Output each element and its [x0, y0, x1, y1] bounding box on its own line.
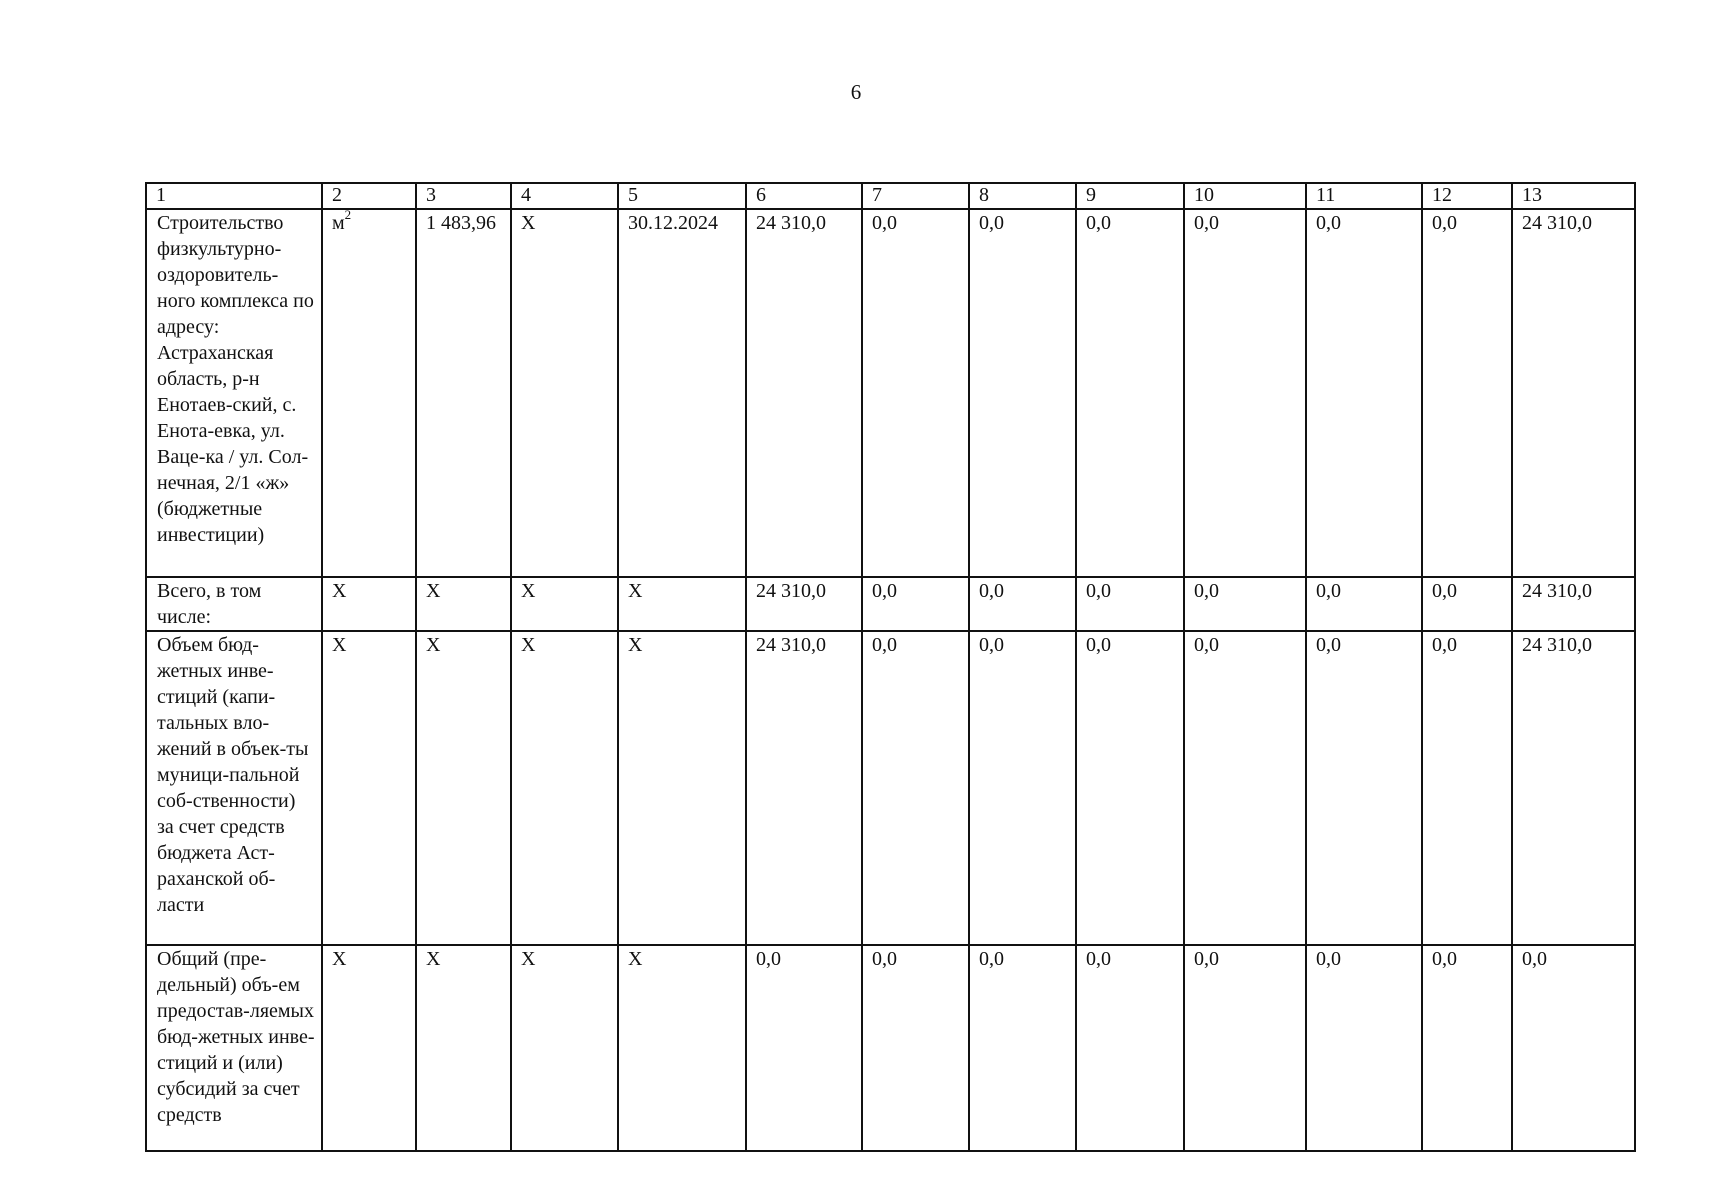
table-cell: 0,0 [862, 945, 969, 1151]
table-cell: 0,0 [1306, 209, 1422, 577]
table-cell: 0,0 [1076, 631, 1184, 945]
row-name-cell: Всего, в том числе: [146, 577, 322, 631]
table-cell: 0,0 [1422, 631, 1512, 945]
header-cell: 9 [1076, 183, 1184, 209]
table-cell: 24 310,0 [746, 209, 862, 577]
table-cell: X [416, 577, 511, 631]
table-cell: 0,0 [1306, 945, 1422, 1151]
header-cell: 7 [862, 183, 969, 209]
unit-base: м [332, 212, 345, 234]
table-cell: 0,0 [1184, 209, 1306, 577]
table-cell: X [618, 631, 746, 945]
header-cell: 8 [969, 183, 1076, 209]
table-cell: X [416, 631, 511, 945]
table-row [146, 631, 1635, 945]
table-cell: 24 310,0 [746, 577, 862, 631]
table-cell: 0,0 [862, 631, 969, 945]
table-cell: 0,0 [1076, 577, 1184, 631]
table-cell: X [322, 577, 416, 631]
table-cell: 0,0 [1184, 945, 1306, 1151]
table-cell: X [511, 945, 618, 1151]
table-cell: 0,0 [969, 209, 1076, 577]
table-cell: 0,0 [1184, 577, 1306, 631]
table-cell: 0,0 [862, 209, 969, 577]
budget-investments-table [145, 182, 1636, 1152]
table-cell: 0,0 [1422, 945, 1512, 1151]
table-cell: 0,0 [969, 945, 1076, 1151]
table-cell: X [511, 209, 618, 577]
header-cell: 3 [416, 183, 511, 209]
table-cell: X [322, 945, 416, 1151]
table-row [146, 945, 1635, 1151]
table-cell: X [416, 945, 511, 1151]
row-name-cell: Общий (пре-дельный) объ-ем предостав-ляемых бюд-жетных инве-стиций и (или) субсидий за счет средств [146, 945, 322, 1151]
table-cell: 0,0 [1076, 209, 1184, 577]
table-cell: X [618, 577, 746, 631]
table-cell: 0,0 [1306, 631, 1422, 945]
table-cell: 24 310,0 [1512, 577, 1635, 631]
table-cell: 0,0 [862, 577, 969, 631]
table-cell: 0,0 [1512, 945, 1635, 1151]
header-cell: 1 [146, 183, 322, 209]
table-cell: 0,0 [1076, 945, 1184, 1151]
table-cell: 0,0 [1184, 631, 1306, 945]
object-name-cell: Строительство физкультурно-оздоровитель-ного комплекса по адресу: Астраханская область, р-н Енотаев-ский, с. Енота-евка, ул. Ваце-ка / ул. Сол-нечная, 2/1 «ж» (бюджетные инвестиции) [146, 209, 322, 577]
header-cell: 6 [746, 183, 862, 209]
unit-cell [322, 209, 416, 577]
table-row [146, 577, 1635, 631]
header-cell: 2 [322, 183, 416, 209]
table-cell: X [618, 945, 746, 1151]
table-cell: 0,0 [969, 577, 1076, 631]
header-cell: 11 [1306, 183, 1422, 209]
table-row [146, 209, 1635, 577]
row-name-cell: Объем бюд-жетных инве-стиций (капи-тальных вло-жений в объек-ты муници-пальной соб-ственности) за счет средств бюджета Аст-раханской об-ласти [146, 631, 322, 945]
table-cell: X [511, 577, 618, 631]
table-cell: 0,0 [1306, 577, 1422, 631]
table-header-row [146, 183, 1635, 209]
table-cell: 0,0 [746, 945, 862, 1151]
table-cell: 1 483,96 [416, 209, 511, 577]
table-cell: X [511, 631, 618, 945]
table-cell: 24 310,0 [1512, 631, 1635, 945]
table-cell: 0,0 [969, 631, 1076, 945]
header-cell: 4 [511, 183, 618, 209]
header-cell: 12 [1422, 183, 1512, 209]
table-cell: 0,0 [1422, 577, 1512, 631]
table-cell: 0,0 [1422, 209, 1512, 577]
unit-superscript: 2 [344, 209, 352, 223]
header-cell: 10 [1184, 183, 1306, 209]
table-cell: 24 310,0 [1512, 209, 1635, 577]
table-cell: 24 310,0 [746, 631, 862, 945]
page-number: 6 [850, 80, 862, 104]
table-cell: X [322, 631, 416, 945]
table-cell: 30.12.2024 [618, 209, 746, 577]
header-cell: 5 [618, 183, 746, 209]
header-cell: 13 [1512, 183, 1635, 209]
